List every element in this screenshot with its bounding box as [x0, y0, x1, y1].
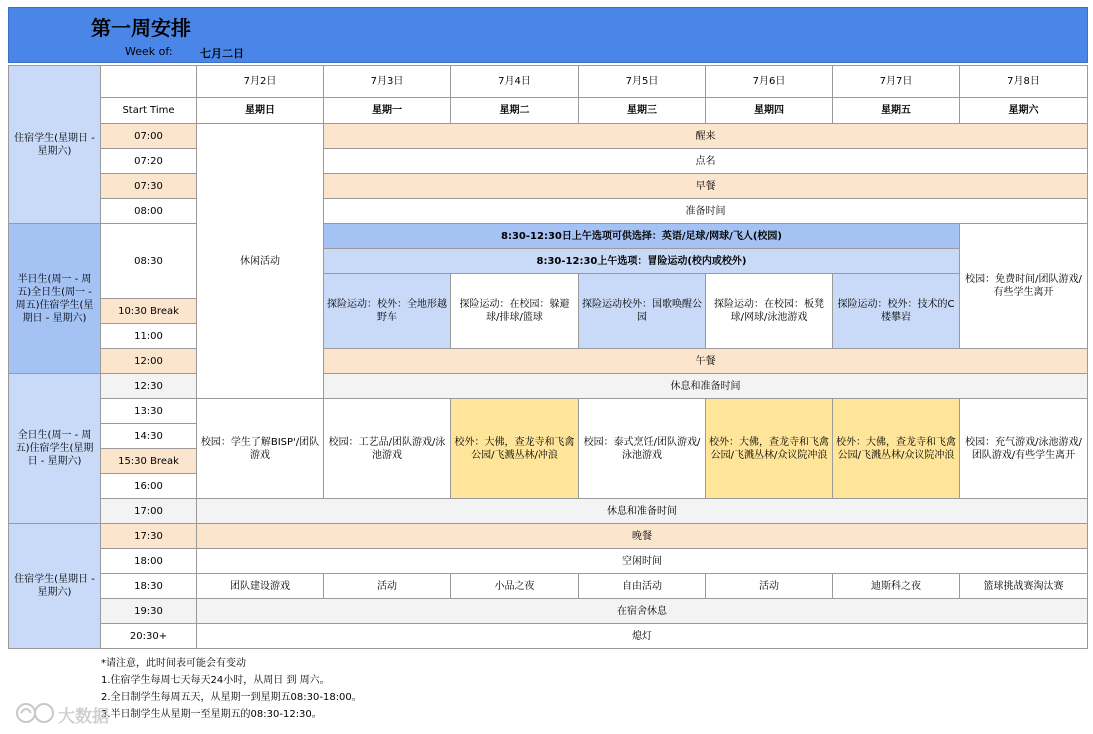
evening-activity-cell: 自由活动	[579, 574, 706, 599]
time-cell: 12:00	[101, 349, 197, 374]
evening-activity-cell: 活动	[324, 574, 451, 599]
am-option-1-cell: 8:30-12:30日上午选项可供选择：英语/足球/网球/飞人(校园)	[324, 224, 960, 249]
lunch-cell: 午餐	[324, 349, 1088, 374]
week-of-label: Week of:	[125, 45, 173, 58]
page-title: 第一周安排	[91, 16, 191, 40]
pm-friday-cell: 校外：大佛，查龙寺和飞禽公园/飞溅丛林/众议院冲浪	[833, 399, 960, 499]
note-line: 3.半日制学生从星期一至星期五的08:30-12:30。	[101, 709, 322, 720]
weekday-cell: 星期三	[579, 98, 706, 124]
weekday-cell: 星期五	[833, 98, 960, 124]
weekday-cell: 星期一	[324, 98, 451, 124]
time-cell: 10:30 Break	[101, 299, 197, 324]
rollcall-cell: 点名	[324, 149, 1088, 174]
am-saturday-cell: 校园：免费时间/团队游戏/有些学生离开	[960, 224, 1088, 349]
pm-tuesday-cell: 校外：大佛，查龙寺和飞禽公园/飞溅丛林/冲浪	[451, 399, 579, 499]
date-cell: 7月7日	[833, 66, 960, 98]
pm-monday-cell: 校园：工艺品/团队游戏/泳池游戏	[324, 399, 451, 499]
time-cell: 19:30	[101, 599, 197, 624]
pm-saturday-cell: 校园：充气游戏/泳池游戏/团队游戏/有些学生离开	[960, 399, 1088, 499]
time-cell: 08:30	[101, 224, 197, 299]
am-monday-cell: 探险运动：校外：全地形越野车	[324, 274, 451, 349]
time-cell: 08:00	[101, 199, 197, 224]
time-cell: 12:30	[101, 374, 197, 399]
time-cell: 07:20	[101, 149, 197, 174]
weekday-cell: 星期二	[451, 98, 579, 124]
evening-activity-cell: 小品之夜	[451, 574, 579, 599]
time-cell: 16:00	[101, 474, 197, 499]
lights-out-cell: 熄灯	[197, 624, 1088, 649]
week-of-value: 七月二日	[200, 47, 244, 60]
pm-wednesday-cell: 校园：泰式烹饪/团队游戏/泳池游戏	[579, 399, 706, 499]
sunday-leisure-cell: 休闲活动	[197, 124, 324, 399]
time-cell: 11:00	[101, 324, 197, 349]
watermark	[14, 699, 144, 727]
time-cell: 17:00	[101, 499, 197, 524]
corner-cell	[101, 66, 197, 98]
breakfast-cell: 早餐	[324, 174, 1088, 199]
rest-cell: 休息和准备时间	[324, 374, 1088, 399]
time-cell: 13:30	[101, 399, 197, 424]
group-label-fullday: 全日生(周一 - 周五)住宿学生(星期日 - 星期六)	[9, 374, 101, 524]
date-cell: 7月5日	[579, 66, 706, 98]
date-cell: 7月4日	[451, 66, 579, 98]
prep-cell: 准备时间	[324, 199, 1088, 224]
time-cell: 17:30	[101, 524, 197, 549]
wake-cell: 醒来	[324, 124, 1088, 149]
time-cell: 20:30+	[101, 624, 197, 649]
time-cell: 15:30 Break	[101, 449, 197, 474]
pm-thursday-cell: 校外：大佛，查龙寺和飞禽公园/飞溅丛林/众议院冲浪	[706, 399, 833, 499]
time-cell: 18:30	[101, 574, 197, 599]
time-cell: 07:30	[101, 174, 197, 199]
weekday-cell: 星期六	[960, 98, 1088, 124]
weekday-cell: 星期四	[706, 98, 833, 124]
pm-sunday-cell: 校园：学生了解BISP'/团队游戏	[197, 399, 324, 499]
date-cell: 7月6日	[706, 66, 833, 98]
rest-cell-2: 休息和准备时间	[197, 499, 1088, 524]
group-label-boarding-morning: 住宿学生(星期日 - 星期六)	[9, 66, 101, 224]
watermark-text: 大数据	[58, 707, 109, 727]
time-cell: 07:00	[101, 124, 197, 149]
group-label-boarding-evening: 住宿学生(星期日 - 星期六)	[9, 524, 101, 649]
note-line: *请注意，此时间表可能会有变动	[101, 658, 246, 669]
date-cell: 7月3日	[324, 66, 451, 98]
note-line: 2.全日制学生每周五天，从星期一到星期五08:30-18:00。	[101, 692, 362, 703]
time-cell: 14:30	[101, 424, 197, 449]
start-time-header: Start Time	[101, 98, 197, 124]
evening-activity-cell: 活动	[706, 574, 833, 599]
page-header	[8, 7, 1088, 63]
weekday-cell: 星期日	[197, 98, 324, 124]
evening-activity-cell: 篮球挑战赛淘汰赛	[960, 574, 1088, 599]
am-wednesday-cell: 探险运动校外：国歌唤醒公园	[579, 274, 706, 349]
am-option-2-cell: 8:30-12:30上午选项：冒险运动(校内或校外)	[324, 249, 960, 274]
evening-activity-cell: 迪斯科之夜	[833, 574, 960, 599]
am-friday-cell: 探险运动：校外：技术的C楼攀岩	[833, 274, 960, 349]
date-cell: 7月2日	[197, 66, 324, 98]
am-tuesday-cell: 探险运动：在校园：躲避球/排球/篮球	[451, 274, 579, 349]
time-cell: 18:00	[101, 549, 197, 574]
date-cell: 7月8日	[960, 66, 1088, 98]
am-thursday-cell: 探险运动：在校园：板凳球/网球/泳池游戏	[706, 274, 833, 349]
group-label-halfday: 半日生(周一 - 周五)全日生(周一 - 周五)住宿学生(星期日 - 星期六)	[9, 224, 101, 374]
free-time-cell: 空闲时间	[197, 549, 1088, 574]
evening-activity-cell: 团队建设游戏	[197, 574, 324, 599]
note-line: 1.住宿学生每周七天每天24小时，从周日 到 周六。	[101, 675, 330, 686]
schedule-table	[8, 65, 1088, 649]
dinner-cell: 晚餐	[197, 524, 1088, 549]
dorm-rest-cell: 在宿舍休息	[197, 599, 1088, 624]
